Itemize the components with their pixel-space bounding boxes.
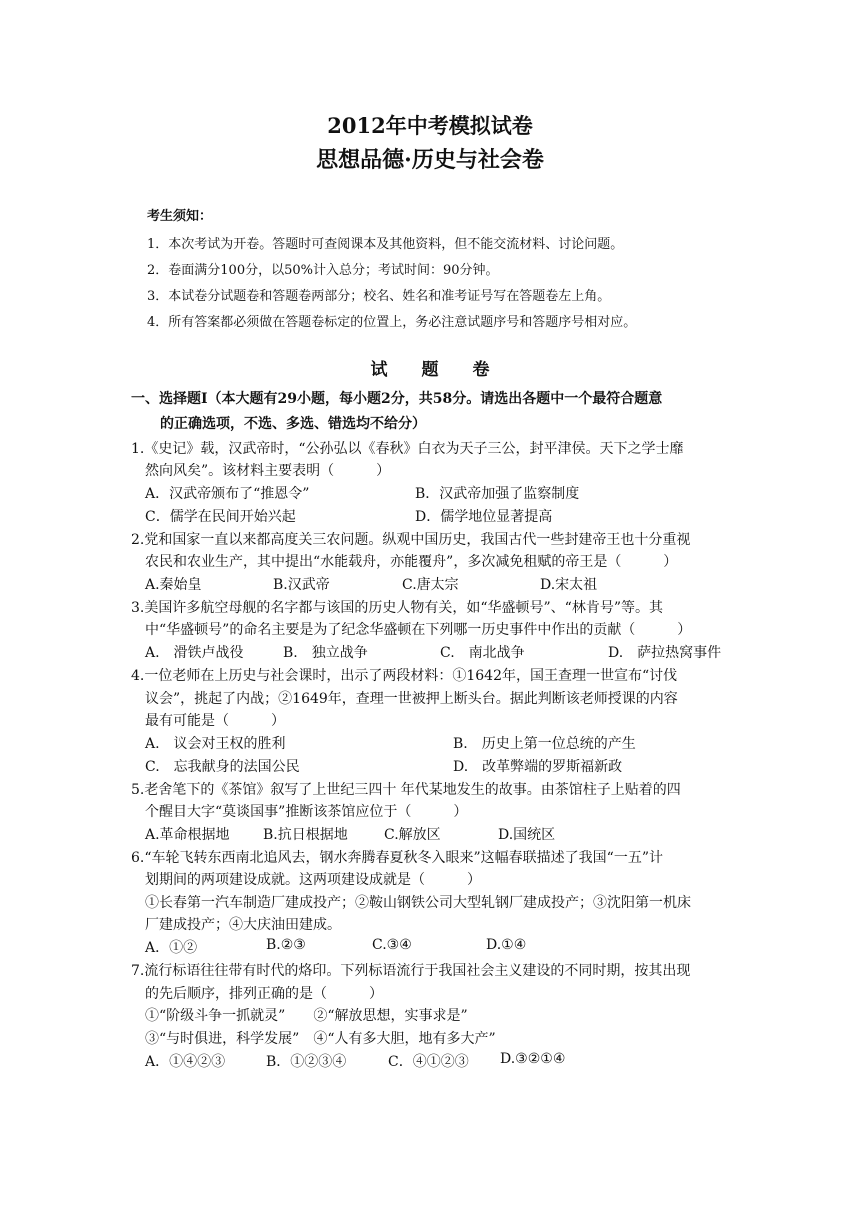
question-5-option-d: D.国统区 [498,827,556,843]
question-6-option-b: B.②③ [266,937,306,953]
question-6-option-a: A．①② [145,940,198,956]
question-6-text: 厂建成投产；④大庆油田建成。 [145,917,341,933]
question-1-text: 然向风矣”。该材料主要表明（ ） [145,463,391,479]
question-6-text: 划期间的两项建设成就。这两项建设成就是（ ） [145,872,481,888]
question-2-option-d: D.宋太祖 [540,577,598,593]
question-6-option-d: D.①④ [486,937,527,953]
question-6-text: 6.“车轮飞转东西南北追风去，钢水奔腾春夏秋冬入眼来”这幅春联描述了我国“一五”计 [131,850,663,866]
question-3-text: 3.美国许多航空母舰的名字都与该国的历史人物有关，如“华盛顿号”、“林肯号”等。其 [131,600,663,616]
question-2-option-b: B.汉武帝 [273,577,330,593]
question-7-option-b: B．①②③④ [266,1054,347,1070]
question-4-text: 最有可能是（ ） [145,713,285,729]
question-7-option-d: D.③②①④ [500,1051,566,1067]
question-2-text: 农民和农业生产，其中提出“水能载舟，亦能覆舟”，多次减免租赋的帝王是（ ） [145,554,678,570]
notice-item: 2．卷面满分100分，以50%计入总分；考试时间：90分钟。 [147,263,499,278]
question-3-option-b: B. 独立战争 [283,645,368,661]
question-7-text: 7.流行标语往往带有时代的烙印。下列标语流行于我国社会主义建设的不同时期，按其出现 [131,963,691,979]
question-4-text: 4.一位老师在上历史与社会课时，出示了两段材料：①1642年，国王查理一世宣布“讨伐 [131,668,678,684]
question-5-option-b: B.抗日根据地 [263,827,348,843]
question-7-option-c: C．④①②③ [388,1054,469,1070]
exam-subtitle: 思想品德·历史与社会卷 [316,147,544,173]
notice-heading: 考生须知： [147,209,213,224]
question-2-option-a: A.秦始皇 [145,577,202,593]
question-4-option-b: B. 历史上第一位总统的产生 [453,736,636,752]
question-5-text: 5.老舍笔下的《茶馆》叙写了上世纪三四十 年代某地发生的故事。由茶馆柱子上贴着的四 [131,782,681,798]
notice-item: 1．本次考试为开卷。答题时可查阅课本及其他资料，但不能交流材料、讨论问题。 [147,237,624,252]
question-5-option-a: A.革命根据地 [145,827,230,843]
notice-item: 4．所有答案都必须做在答题卷标定的位置上，务必注意试题序号和答题序号相对应。 [147,315,637,330]
question-1-option-a: A．汉武帝颁布了“推恩令” [145,486,310,502]
exam-title: 2012年中考模拟试卷 [327,113,533,138]
question-6-text: ①长春第一汽车制造厂建成投产；②鞍山钢铁公司大型轧钢厂建成投产；③沈阳第一机床 [145,895,691,911]
question-6-option-c: C.③④ [372,937,412,953]
question-5-option-c: C.解放区 [384,827,441,843]
part-heading: 一、选择题Ⅰ（本大题有29小题，每小题2分，共58分。请选出各题中一个最符合题意 [131,391,663,407]
question-7-text: ①“阶级斗争一抓就灵” ②“解放思想，实事求是” [145,1008,468,1024]
question-2-option-c: C.唐太宗 [402,577,459,593]
question-1-option-c: C．儒学在民间开始兴起 [145,509,296,525]
question-3-option-a: A. 滑铁卢战役 [145,645,244,661]
question-3-text: 中“华盛顿号”的命名主要是为了纪念华盛顿在下列哪一历史事件中作出的贡献（ ） [145,622,692,638]
question-5-text: 个醒目大字“莫谈国事”推断该茶馆应位于（ ） [145,804,468,820]
question-1-text: 1.《史记》载，汉武帝时，“公孙弘以《春秋》白衣为天子三公，封平津侯。天下之学士靡 [131,441,684,457]
question-3-option-d: D. 萨拉热窝事件 [608,645,722,661]
question-4-option-d: D. 改革弊端的罗斯福新政 [453,759,623,775]
part-heading-cont: 的正确选项，不选、多选、错选均不给分） [160,416,426,432]
question-7-text: 的先后顺序，排列正确的是（ ） [145,986,383,1002]
question-1-option-d: D．儒学地位显著提高 [415,509,553,525]
section-title: 试题卷 [370,360,524,380]
notice-item: 3．本试卷分试题卷和答题卷两部分；校名、姓名和准考证号写在答题卷左上角。 [147,289,611,304]
question-4-option-a: A. 议会对王权的胜利 [145,736,286,752]
question-7-text: ③“与时俱进，科学发展” ④“人有多大胆，地有多大产” [145,1031,496,1047]
question-4-text: 议会”，挑起了内战；②1649年，查理一世被押上断头台。据此判断该老师授课的内容 [145,691,678,707]
question-4-option-c: C. 忘我献身的法国公民 [145,759,300,775]
question-1-option-b: B．汉武帝加强了监察制度 [415,486,580,502]
question-2-text: 2.党和国家一直以来都高度关三农问题。纵观中国历史，我国古代一些封建帝王也十分重视 [131,532,691,548]
question-3-option-c: C. 南北战争 [440,645,525,661]
question-7-option-a: A．①④②③ [145,1054,226,1070]
